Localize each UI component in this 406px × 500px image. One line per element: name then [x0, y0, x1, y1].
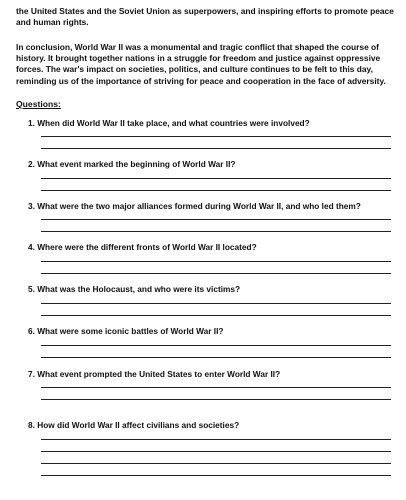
question-3: 3. What were the two major alliances formed during World War II, and who led them?	[28, 201, 361, 211]
answer-line	[41, 303, 391, 304]
answer-line	[41, 273, 391, 274]
answer-line	[41, 261, 391, 262]
answer-line	[41, 463, 391, 464]
answer-line	[41, 399, 391, 400]
answer-line	[41, 219, 391, 220]
intro-paragraph-2: In conclusion, World War II was a monumental and tragic conflict that shaped the course of history. It brought together nations in a struggle for freedom and justice against oppressive forces. The war's impact on societies, politics, and culture continues to be felt to this day, reminding us of the importance of striving for peace and cooperation in the face of adversity.	[16, 42, 386, 86]
answer-line	[41, 387, 391, 388]
answer-line	[41, 136, 391, 137]
answer-line	[41, 148, 391, 149]
answer-line	[41, 475, 391, 476]
answer-line	[41, 357, 391, 358]
answer-line	[41, 439, 391, 440]
question-8: 8. How did World War II affect civilians and societies?	[28, 420, 240, 430]
answer-line	[41, 315, 391, 316]
answer-line	[41, 345, 391, 346]
question-6: 6. What were some iconic battles of World War II?	[28, 326, 224, 336]
answer-line	[41, 451, 391, 452]
question-5: 5. What was the Holocaust, and who were its victims?	[28, 284, 241, 294]
intro-paragraph-1: the United States and the Soviet Union as superpowers, and inspiring efforts to promote peace and human rights.	[16, 6, 394, 28]
answer-line	[41, 231, 391, 232]
answer-line	[41, 178, 391, 179]
answer-line	[41, 190, 391, 191]
question-1: 1. When did World War II take place, and what countries were involved?	[28, 118, 310, 128]
question-4: 4. Where were the different fronts of World War II located?	[28, 242, 257, 252]
question-7: 7. What event prompted the United States to enter World War II?	[28, 369, 281, 379]
questions-heading: Questions:	[16, 99, 61, 109]
question-2: 2. What event marked the beginning of World War II?	[28, 159, 236, 169]
